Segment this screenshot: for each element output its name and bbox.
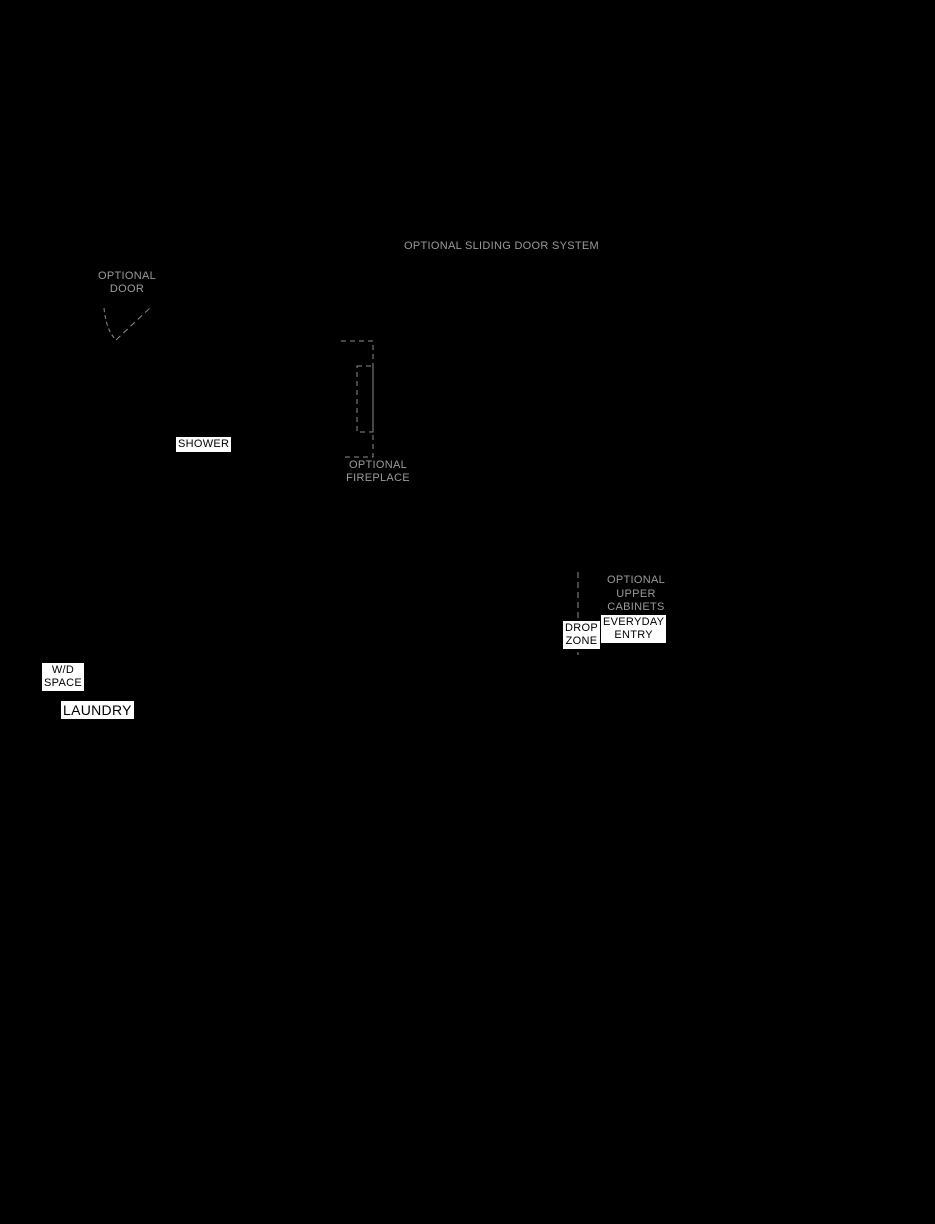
optional-door-label-line-2: DOOR (109, 283, 145, 295)
optional-fireplace-label-line-2: FIREPLACE (346, 472, 410, 484)
optional-upper-cabinets-line-1: OPTIONAL (606, 574, 666, 586)
laundry-room-label: LAUNDRY (63, 702, 132, 718)
optional-sliding-door-system-label: OPTIONAL SLIDING DOOR SYSTEM (404, 240, 600, 252)
optional-fireplace-label (340, 459, 416, 485)
everyday-entry-line-1: EVERYDAY (603, 616, 665, 628)
optional-door-label (93, 270, 161, 296)
optional-fireplace-label-line-1: OPTIONAL (348, 459, 408, 471)
drop-zone-line-1: DROP (565, 622, 598, 634)
everyday-entry-line-2: ENTRY (614, 629, 653, 641)
drop-zone-room-label (563, 621, 600, 649)
optional-door-label-line-1: OPTIONAL (97, 270, 157, 282)
wd-space-label (42, 663, 84, 691)
drop-zone-line-2: ZONE (565, 635, 598, 647)
optional-upper-cabinets-line-3: CABINETS (607, 601, 665, 613)
shower-room-label: SHOWER (178, 438, 230, 450)
optional-door-swing (104, 307, 151, 340)
optional-fireplace-outline (341, 341, 373, 457)
everyday-entry-room-label (601, 615, 666, 643)
wd-space-line-2: SPACE (44, 677, 82, 689)
optional-upper-cabinets-line-2: UPPER (616, 587, 656, 600)
wd-space-line-1: W/D (51, 664, 75, 676)
optional-upper-cabinets-label (600, 574, 672, 615)
